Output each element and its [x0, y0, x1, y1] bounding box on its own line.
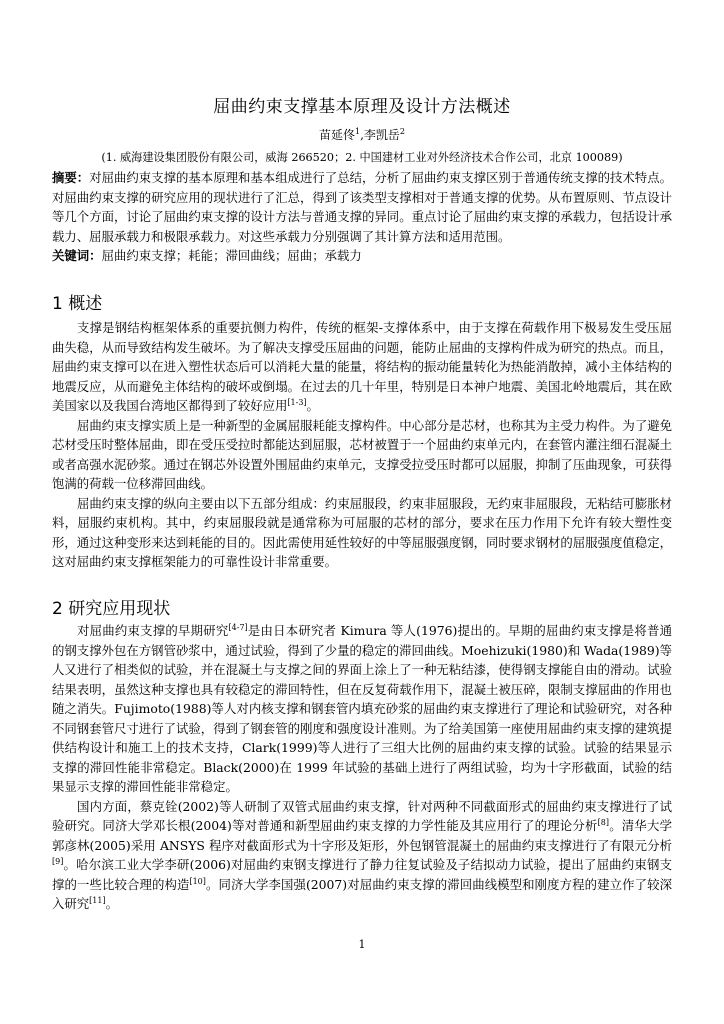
author-2: ,李凯岳 [360, 128, 400, 142]
section-1-heading: 1 概述 [52, 294, 103, 314]
author-2-affil-mark: 2 [399, 127, 406, 136]
section-1 [52, 289, 672, 314]
abstract-block [52, 168, 672, 266]
citation: [8] [597, 817, 609, 827]
abstract [52, 168, 672, 246]
page-number: 1 [358, 938, 366, 951]
citation: [10] [189, 876, 206, 886]
paper-title: 屈曲约束支撑基本原理及设计方法概述 [213, 97, 511, 117]
section-2-heading: 2 研究应用现状 [52, 599, 171, 619]
affiliations: (1. 威海建设集团股份有限公司，威海 266520；2. 中国建材工业对外经济技术合作公司，北京 100089) [101, 151, 623, 164]
section-1-paragraph-3: 屈曲约束支撑的纵向主要由以下五部分组成：约束屈服段，约束非屈服段，无约束非屈服段，无粘结可膨胀材料，屈服约束机构。其中，约束屈服段就是通常称为可屈服的芯材的部分，要求在压力作用下允许有较大塑性变形，通过这种变形来达到耗能的目的。因此需使用延性较好的中等屈服强度钢，同时要求钢材的屈服强度值稳定，这对屈曲约束支撑框架能力的可靠性设计非常重要。 [52, 495, 672, 569]
keywords [52, 246, 672, 266]
abstract-label: 摘要： [52, 170, 90, 185]
abstract-text: 对屈曲约束支撑的基本原理和基本组成进行了总结，分析了屈曲约束支撑区别于普通传统支撑的技术特点。对屈曲约束支撑的研究应用的现状进行了汇总，得到了该类型支撑相对于普通支撑的优势。从布置原则、节点设计等几个方面，讨论了屈曲约束支撑的设计方法与普通支撑的异同。重点讨论了屈曲约束支撑的承载力，包括设计承载力、屈服承载力和极限承载力。对这些承载力分别强调了其计算方法和适用范围。 [52, 170, 673, 244]
keywords-label: 关键词： [52, 248, 102, 263]
citation: [1-3] [287, 397, 307, 407]
section-1-paragraph-1: 支撑是钢结构框架体系的重要抗侧力构件，传统的框架-支撑体系中，由于支撑在荷载作用下极易发生受压屈曲失稳，从而导致结构发生破坏。为了解决支撑受压屈曲的问题，能防止屈曲的支撑构件成为研究的热点。而且，屈曲约束支撑可以在进入塑性状态后可以消耗大量的能量，将结构的振动能量转化为热能消散掉，减小主体结构的地震反应，从而避免主体结构的破坏或倒塌。在过去的几十年里，特别是日本神户地震、美国北岭地震后，其在欧美国家以及我国台湾地区都得到了较好应用[1-3]。 [52, 320, 672, 413]
author-1-affil-mark: 1 [355, 127, 361, 136]
author-1: 苗延佟 [318, 128, 355, 142]
citation: [4-7] [228, 622, 248, 632]
section-1-body [52, 318, 672, 572]
citation: [11] [89, 895, 106, 905]
keywords-text: 屈曲约束支撑；耗能；滞回曲线；屈曲；承载力 [101, 248, 362, 263]
section-2 [52, 594, 672, 619]
section-2-paragraph-2: 国内方面，蔡克铨(2002)等人研制了双管式屈曲约束支撑，针对两种不同截面形式的屈曲约束支撑进行了试验研究。同济大学邓长根(2004)等对普通和新型屈曲约束支撑的力学性能及其应用行了的理论分析[8]。清华大学郭彦林(2005)采用 ANSYS 程序对截面形式为十字形及矩形，外包钢管混凝土的屈曲约束支撑进行了有限元分析[9]。哈尔滨工业大学李研(2006)对屈曲约束钢支撑进行了静力往复试验及子结拟动力试验，提出了屈曲约束钢支撑的一些比较合理的构造[10]。同济大学李国强(2007)对屈曲约束支撑的滞回曲线模型和刚度方程的建立作了较深入研究[11]。 [52, 798, 673, 911]
section-2-body [52, 621, 672, 914]
section-1-paragraph-2: 屈曲约束支撑实质上是一种新型的金属屈服耗能支撑构件。中心部分是芯材，也称其为主受力构件。为了避免芯材受压时整体屈曲，即在受压受拉时都能达到屈服，芯材被置于一个屈曲约束单元内，在套管内灌注细石混凝土或者高强水泥砂浆。通过在钢芯外设置外围屈曲约束单元，支撑受拉受压时都可以屈服，抑制了压曲现象，可获得饱满的荷载一位移滞回曲线。 [52, 417, 672, 491]
author-line [0, 126, 724, 143]
citation: [9] [52, 856, 64, 866]
section-2-paragraph-1: 对屈曲约束支撑的早期研究[4-7]是由日本研究者 Kimura 等人(1976)提出的。早期的屈曲约束支撑是将普通的钢支撑外包在方钢管砂浆中，通过试验，得到了少量的稳定的滞回曲线。Moehizuki(1980)和 Wada(1989)等人又进行了相类似的试验，并在混凝土与支撑之间的界面上涂上了一种无粘结漆，使得钢支撑能自由的滑动。试验结果表明，虽然这种支撑也具有较稳定的滞回特性，但在反复荷载作用下，混凝土被压碎，限制支撑屈曲的作用也随之消失。Fujimoto(1988)等人对内核支撑和钢套管内填充砂浆的屈曲约束支撑进行了理论和试验研究，对各种不同钢套管尺寸进行了试验，得到了钢套管的刚度和强度设计准则。为了给美国第一座使用屈曲约束支撑的建筑提供结构设计和施工上的技术支持，Clark(1999)等人进行了三组大比例的屈曲约束支撑的试验。试验的结果显示支撑的滞回性能非常稳定。Black(2000)在 1999 年试验的基础上进行了两组试验，均为十字形截面，试验的结果显示支撑的滞回性能非常稳定。 [52, 622, 673, 794]
